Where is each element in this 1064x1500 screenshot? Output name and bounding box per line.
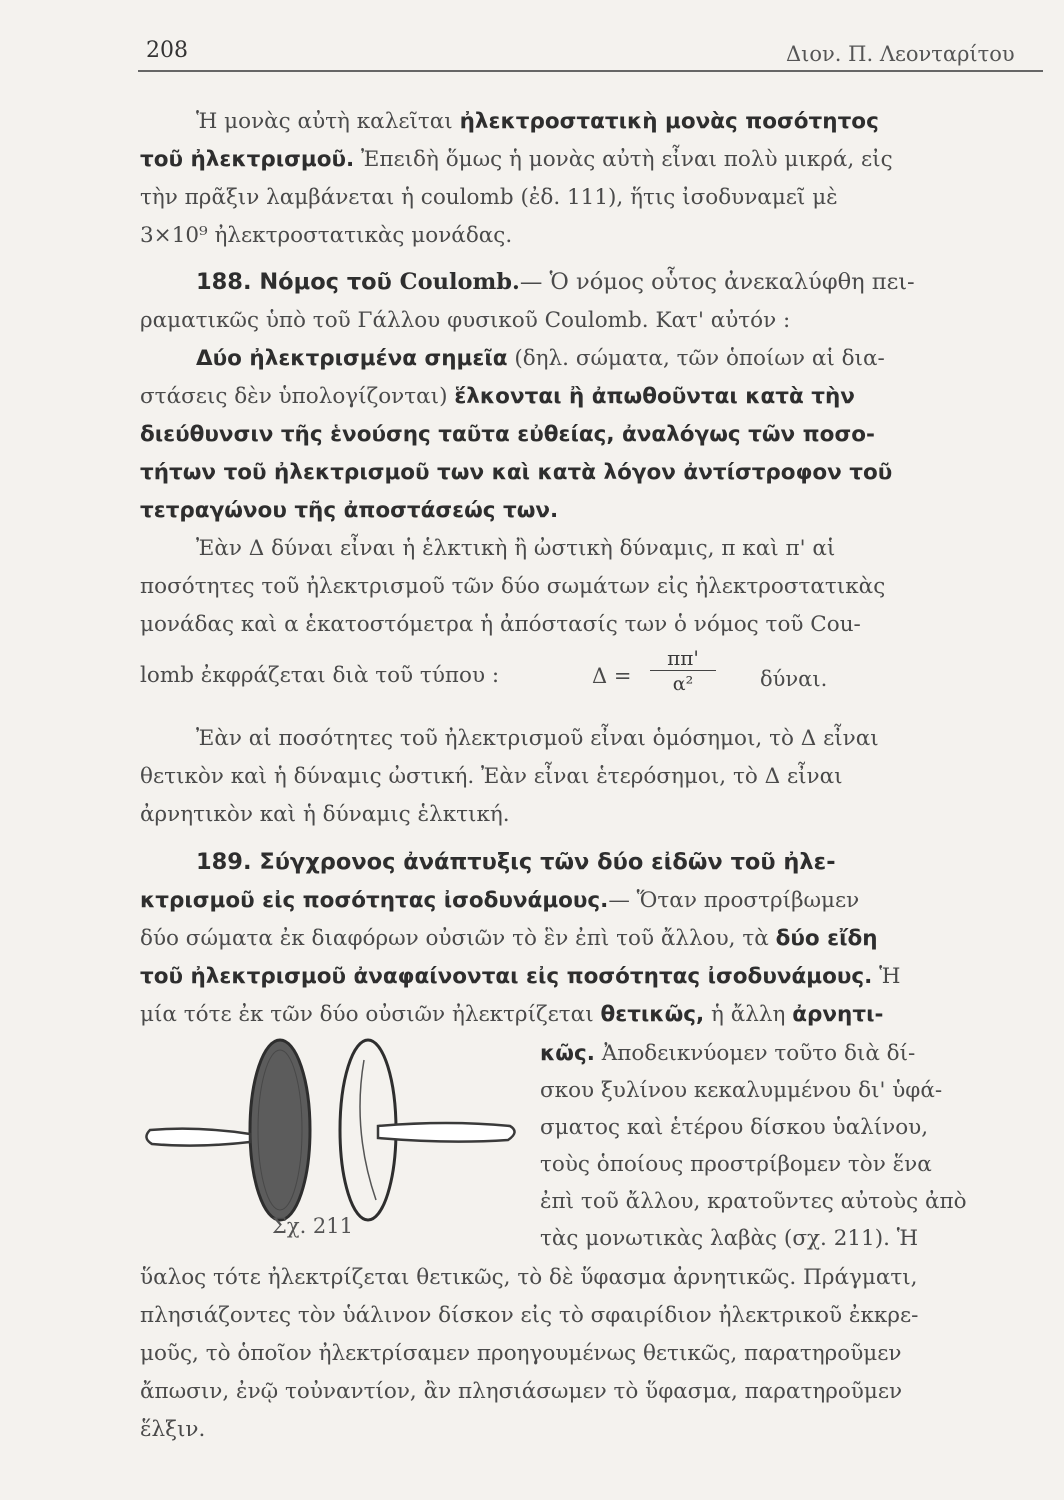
text-line: ἄπωσιν, ἐνῷ τοὐναντίον, ἂν πλησιάσωμεν τὸ ὕφασμα, παρατηροῦμεν [140, 1379, 903, 1404]
glass-disc-illustration [340, 1040, 515, 1220]
text-line: ἐπὶ τοῦ ἄλλου, κρατοῦντες αὐτοὺς ἀπὸ [540, 1189, 967, 1214]
section-title-name: Coulomb. [399, 269, 520, 295]
text-line: τὰς μονωτικὰς λαβὰς (σχ. 211). Ἡ [540, 1226, 919, 1251]
text-line [196, 345, 1064, 373]
bold-term: θετικῶς, [600, 1002, 705, 1027]
text-line: lomb ἐκφράζεται διὰ τοῦ τύπου : [140, 663, 500, 688]
section-189-heading [196, 848, 1064, 876]
text-line: τὴν πρᾶξιν λαμβάνεται ἡ coulomb (ἐδ. 111), ἥτις ἰσοδυναμεῖ μὲ [140, 185, 838, 210]
text-line-bold: τήτων τοῦ ἠλεκτρισμοῦ των καὶ κατὰ λόγον ἀντίστροφον τοῦ [140, 460, 893, 485]
header-rule [138, 70, 1043, 72]
text-line-bold: τετραγώνου τῆς ἀποστάσεώς των. [140, 498, 559, 523]
figure-caption: Σχ. 211 [272, 1214, 354, 1238]
section-188-heading [196, 268, 1064, 296]
bold-term: ἠλεκτροστατικὴ μονὰς ποσότητος [459, 109, 879, 134]
text-line: σματος καὶ ἑτέρου δίσκου ὑαλίνου, [540, 1115, 929, 1140]
text-line [540, 1040, 1040, 1068]
text-run: Ἡ [872, 964, 901, 989]
text-line: ἀρνητικὸν καὶ ἡ δύναμις ἑλκτική. [140, 802, 510, 827]
bold-term: δύο εἴδη [775, 926, 878, 951]
text-line: σκου ξυλίνου κεκαλυμμένου δι' ὑφά- [540, 1078, 943, 1103]
bold-term: ἕλκονται ἢ ἀπωθοῦνται κατὰ τὴν [454, 384, 855, 409]
text-run: στάσεις δὲν ὑπολογίζονται) [140, 384, 455, 409]
wooden-disc-illustration [146, 1040, 310, 1220]
text-run: Ἡ μονὰς αὐτὴ καλεῖται [196, 109, 460, 134]
text-line: Ἐὰν αἱ ποσότητες τοῦ ἠλεκτρισμοῦ εἶναι ὁμόσημοι, τὸ Δ εἶναι [196, 726, 879, 751]
text-line [140, 1001, 1040, 1029]
bold-term: Δύο ἠλεκτρισμένα σημεῖα [196, 346, 508, 371]
bold-term: τοῦ ἠλεκτρισμοῦ ἀναφαίνονται εἰς ποσότητας ἰσοδυνάμους. [140, 964, 873, 989]
running-header-author: Διον. Π. Λεονταρίτου [786, 42, 1015, 66]
section-title: Σύγχρονος ἀνάπτυξις τῶν δύο εἰδῶν τοῦ ἠλε- [251, 849, 836, 875]
text-run: Ἀποδεικνύομεν τοῦτο διὰ δί- [594, 1041, 916, 1066]
formula-lhs: Δ = [592, 664, 632, 688]
text-run: δύο σώματα ἐκ διαφόρων οὐσιῶν τὸ ἓν ἐπὶ τοῦ ἄλλου, τὰ [140, 926, 776, 951]
section-number: 189. [196, 849, 252, 875]
bold-term: τοῦ ἠλεκτρισμοῦ. [140, 147, 355, 172]
text-line [140, 925, 1040, 953]
text-line [140, 963, 1040, 991]
text-line: τοὺς ὁποίους προστρίβομεν τὸν ἕνα [540, 1152, 932, 1177]
text-line: Ἐὰν Δ δύναι εἶναι ἡ ἑλκτικὴ ἢ ὠστικὴ δύναμις, π καὶ π' αἱ [196, 536, 836, 561]
text-line: ὕαλος τότε ἠλεκτρίζεται θετικῶς, τὸ δὲ ὕφασμα ἀρνητικῶς. Πράγματι, [140, 1265, 918, 1290]
text-line [140, 887, 1040, 915]
text-run: ἡ ἄλλη [704, 1002, 793, 1027]
text-line [196, 108, 1064, 136]
section-number: 188. [196, 269, 252, 295]
text-run: μία τότε ἐκ τῶν δύο οὐσιῶν ἠλεκτρίζεται [140, 1002, 601, 1027]
formula-fraction [650, 646, 716, 695]
bold-term: ἀρνητι- [792, 1002, 884, 1027]
text-line: μοῦς, τὸ ὁποῖον ἠλεκτρίσαμεν προηγουμένως θετικῶς, παρατηροῦμεν [140, 1341, 902, 1366]
formula-unit: δύναι. [760, 667, 828, 691]
text-line: θετικὸν καὶ ἡ δύναμις ὠστική. Ἐὰν εἶναι ἑτερόσημοι, τὸ Δ εἶναι [140, 764, 843, 789]
formula-denominator: α² [672, 673, 694, 695]
text-line [140, 383, 1040, 411]
text-line [140, 146, 1040, 174]
text-line: πλησιάζοντες τὸν ὑάλινον δίσκον εἰς τὸ σφαιρίδιον ἠλεκτρικοῦ ἐκκρε- [140, 1303, 919, 1328]
text-run: (δηλ. σώματα, τῶν ὁποίων αἱ δια- [507, 346, 885, 371]
text-run: — Ὁ νόμος οὗτος ἀνεκαλύφθη πει- [519, 269, 915, 295]
text-line: ραματικῶς ὑπὸ τοῦ Γάλλου φυσικοῦ Coulomb. Κατ' αὐτόν : [140, 308, 791, 333]
text-run: Ἐπειδὴ ὅμως ἡ μονὰς αὐτὴ εἶναι πολὺ μικρά, εἰς [354, 147, 893, 172]
text-line: 3×10⁹ ἠλεκτροστατικὰς μονάδας. [140, 223, 513, 248]
section-title-cont: κτρισμοῦ εἰς ποσότητας ἰσοδυνάμους. [140, 888, 609, 913]
figure-211-discs [138, 1030, 528, 1230]
text-run: — Ὅταν προστρίβωμεν [608, 888, 860, 913]
page-number: 208 [146, 38, 188, 63]
text-line: μονάδας καὶ α ἑκατοστόμετρα ἡ ἀπόστασίς των ὁ νόμος τοῦ Cou- [140, 612, 861, 637]
section-title: Νόμος τοῦ [251, 269, 400, 295]
bold-term: κῶς. [540, 1041, 595, 1066]
text-line: ἕλξιν. [140, 1417, 206, 1442]
text-line-bold: διεύθυνσιν τῆς ἑνούσης ταῦτα εὐθείας, ἀναλόγως τῶν ποσο- [140, 422, 875, 447]
formula-numerator: ππ' [650, 646, 716, 671]
text-line: ποσότητες τοῦ ἠλεκτρισμοῦ τῶν δύο σωμάτων εἰς ἠλεκτροστατικὰς [140, 574, 886, 599]
